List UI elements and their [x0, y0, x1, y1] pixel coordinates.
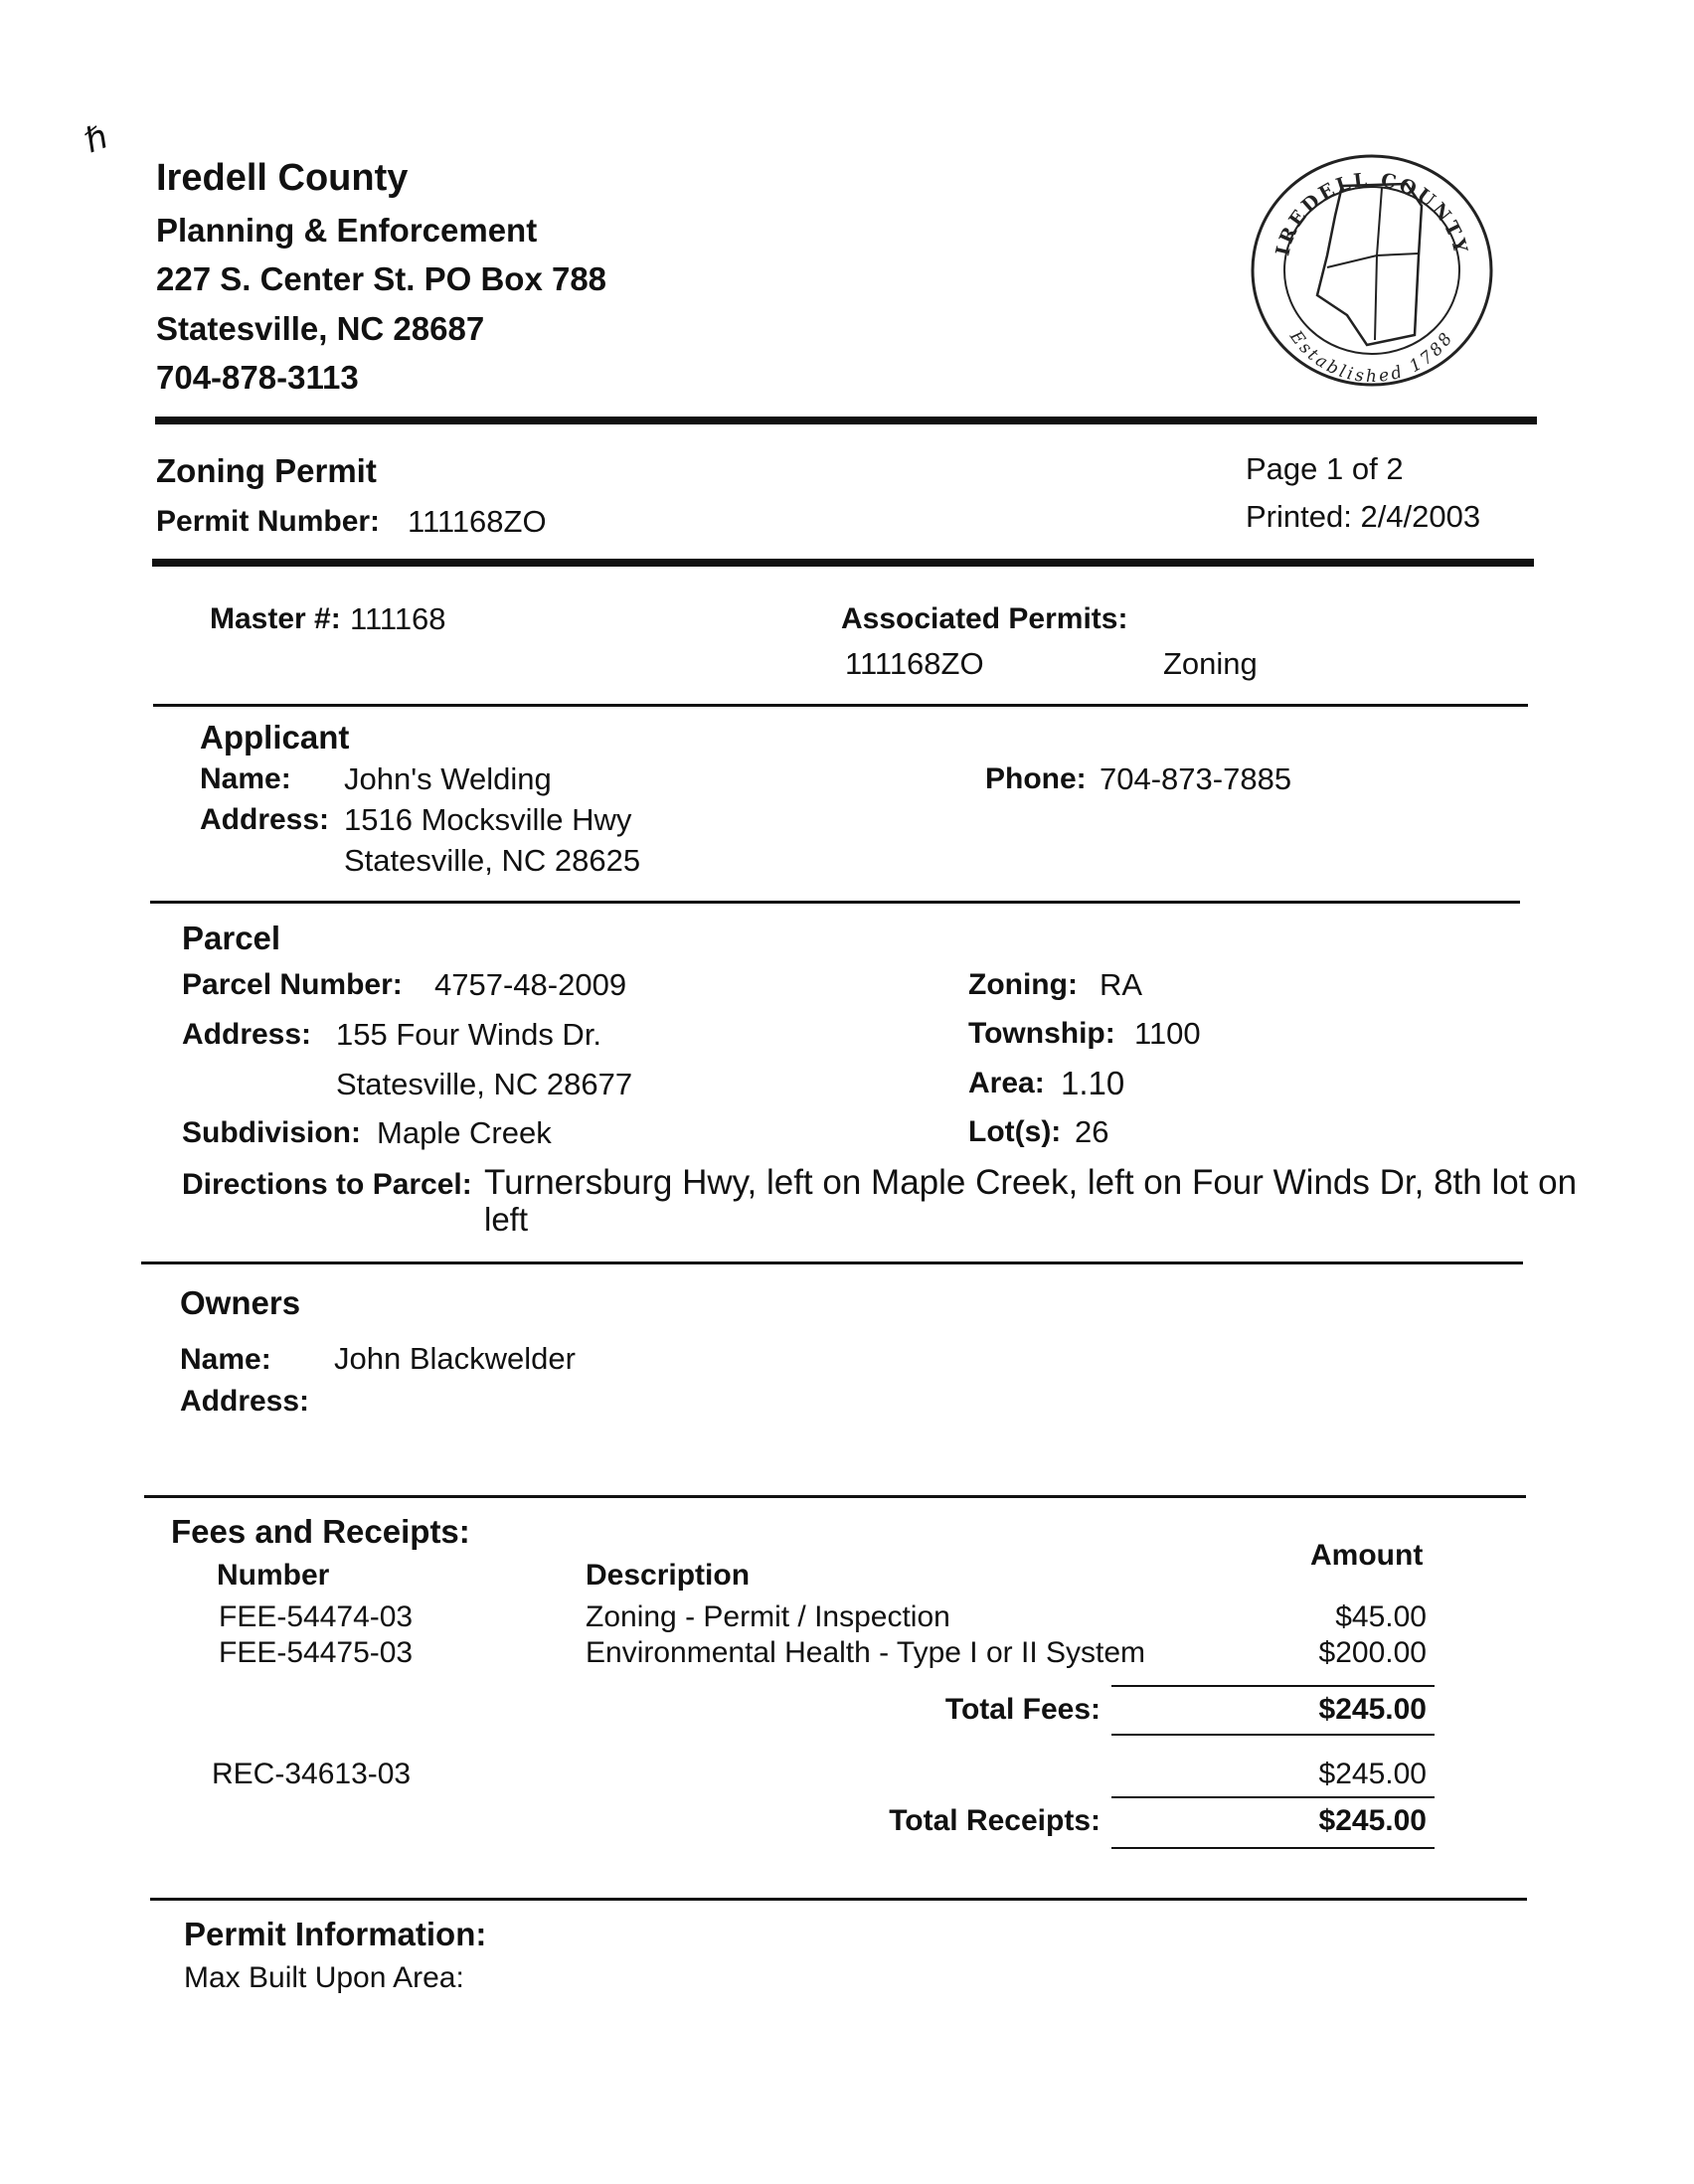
fees-col-number: Number	[217, 1559, 330, 1592]
applicant-name: John's Welding	[344, 761, 552, 796]
department-name: Planning & Enforcement	[156, 212, 538, 249]
applicant-phone: 704-873-7885	[1100, 761, 1292, 796]
receipt-amount: $245.00	[1318, 1758, 1427, 1790]
master-divider	[153, 704, 1528, 707]
directions-label: Directions to Parcel:	[182, 1168, 472, 1201]
parcel-divider	[141, 1261, 1523, 1264]
lots-value: 26	[1075, 1114, 1109, 1149]
seal-bottom-text: Established 1788	[1285, 327, 1458, 388]
fee-description: Environmental Health - Type I or II System	[586, 1636, 1146, 1669]
page-indicator: Page 1 of 2	[1246, 451, 1404, 486]
applicant-phone-label: Phone:	[985, 762, 1087, 795]
associated-permit-id: 111168ZO	[845, 646, 984, 681]
applicant-name-label: Name:	[200, 762, 291, 795]
receipt-number: REC-34613-03	[212, 1758, 412, 1790]
fee-amount: $200.00	[1318, 1636, 1427, 1669]
associated-permits-label: Associated Permits:	[841, 602, 1128, 635]
fee-description: Zoning - Permit / Inspection	[586, 1600, 950, 1633]
parcel-number: 4757-48-2009	[434, 967, 627, 1002]
fees-col-amount: Amount	[1310, 1539, 1424, 1572]
fee-number: FEE-54474-03	[219, 1600, 414, 1633]
applicant-address-label: Address:	[200, 803, 330, 836]
owner-name-label: Name:	[180, 1343, 271, 1376]
permit-info-heading: Permit Information:	[184, 1916, 487, 1952]
fee-amount: $45.00	[1335, 1600, 1427, 1633]
applicant-address-line1: 1516 Mocksville Hwy	[344, 802, 632, 837]
subdivision-value: Maple Creek	[377, 1115, 552, 1150]
parcel-address-line2: Statesville, NC 28677	[336, 1067, 633, 1101]
associated-permit-type: Zoning	[1163, 646, 1258, 681]
office-phone: 704-878-3113	[156, 359, 359, 396]
seal-top-text: IREDELL COUNTY	[1271, 168, 1472, 258]
directions-line1: Turnersburg Hwy, left on Maple Creek, left on Four Winds Dr, 8th lot on	[484, 1163, 1578, 1202]
master-number: 111168	[350, 601, 446, 636]
permit-divider	[152, 559, 1534, 567]
parcel-address-label: Address:	[182, 1018, 312, 1051]
parcel-number-label: Parcel Number:	[182, 968, 403, 1001]
subdivision-label: Subdivision:	[182, 1116, 361, 1149]
max-built-upon-area-label: Max Built Upon Area:	[184, 1961, 464, 1994]
parcel-heading: Parcel	[182, 920, 281, 956]
owner-address-label: Address:	[180, 1385, 310, 1418]
lots-label: Lot(s):	[968, 1115, 1062, 1148]
total-fees-amount: $245.00	[1318, 1693, 1427, 1726]
zoning-label: Zoning:	[968, 968, 1078, 1001]
total-receipts-bottom-rule	[1111, 1847, 1435, 1849]
total-receipts-amount: $245.00	[1318, 1804, 1427, 1837]
county-seal	[1248, 146, 1496, 395]
total-fees-top-rule	[1111, 1685, 1435, 1687]
master-label: Master #:	[210, 602, 341, 635]
fees-col-description: Description	[586, 1559, 751, 1592]
applicant-address-line2: Statesville, NC 28625	[344, 843, 641, 878]
margin-initial-mark: ℏ	[80, 117, 113, 161]
fees-divider	[150, 1898, 1527, 1901]
owners-heading: Owners	[180, 1284, 301, 1321]
total-receipts-top-rule	[1111, 1796, 1435, 1798]
directions-line2: left	[484, 1201, 529, 1238]
street-address: 227 S. Center St. PO Box 788	[156, 260, 607, 297]
applicant-divider	[150, 901, 1520, 904]
city-state-zip: Statesville, NC 28687	[156, 310, 485, 347]
total-fees-bottom-rule	[1111, 1734, 1435, 1736]
svg-text:Established 1788	[1285, 326, 1458, 387]
area-label: Area:	[968, 1067, 1045, 1099]
applicant-heading: Applicant	[200, 719, 350, 756]
total-fees-label: Total Fees:	[944, 1693, 1101, 1726]
permit-number: 111168ZO	[408, 504, 547, 539]
header-divider	[155, 417, 1537, 424]
printed-date: Printed: 2/4/2003	[1246, 499, 1481, 534]
fees-heading: Fees and Receipts:	[171, 1513, 470, 1550]
permit-title: Zoning Permit	[156, 452, 377, 489]
parcel-address-line1: 155 Four Winds Dr.	[336, 1017, 602, 1052]
area-value: 1.10	[1061, 1065, 1125, 1101]
township-label: Township:	[968, 1017, 1115, 1050]
permit-number-label: Permit Number:	[156, 505, 381, 538]
zoning-value: RA	[1100, 967, 1143, 1002]
owner-name: John Blackwelder	[334, 1341, 576, 1376]
county-name: Iredell County	[156, 157, 409, 199]
fee-number: FEE-54475-03	[219, 1636, 414, 1669]
svg-text:IREDELL COUNTY	[1271, 169, 1471, 258]
total-receipts-label: Total Receipts:	[889, 1804, 1101, 1837]
owners-divider	[144, 1495, 1526, 1498]
township-value: 1100	[1134, 1016, 1201, 1051]
